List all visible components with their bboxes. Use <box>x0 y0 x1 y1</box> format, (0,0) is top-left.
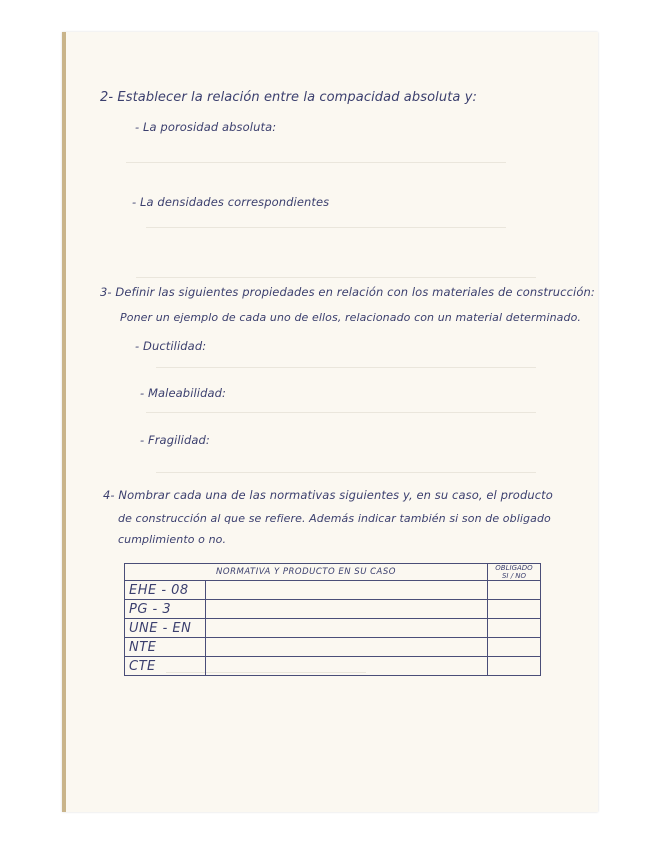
header-standard-product: NORMATIVA Y PRODUCTO EN SU CASO <box>125 564 488 581</box>
mandatory-cell <box>488 600 541 619</box>
product-cell <box>206 638 488 657</box>
mandatory-cell <box>488 638 541 657</box>
standard-name: EHE - 08 <box>125 581 206 600</box>
notebook-page <box>62 32 598 812</box>
mandatory-cell <box>488 657 541 676</box>
table-row <box>125 638 541 657</box>
mandatory-cell <box>488 581 541 600</box>
question-4-line-1: 4- Nombrar cada una de las normativas siguientes y, en su caso, el producto <box>103 488 553 502</box>
standard-name: CTE <box>125 657 206 676</box>
question-3-line-1: 3- Definir las siguientes propiedades en relación con los materiales de construcción: <box>100 285 595 299</box>
question-3-item-ductility: - Ductilidad: <box>135 339 207 353</box>
question-3-item-fragility: - Fragilidad: <box>140 433 210 447</box>
standard-name: PG - 3 <box>125 600 206 619</box>
header-mandatory-line-2: SI / NO <box>501 572 527 580</box>
standard-name: UNE - EN <box>125 619 206 638</box>
table-row <box>125 657 541 676</box>
mandatory-cell <box>488 619 541 638</box>
header-mandatory <box>488 564 541 581</box>
question-2-item-densities: - La densidades correspondientes <box>132 195 330 209</box>
table-row <box>125 581 541 600</box>
product-cell <box>206 581 488 600</box>
table-header-row <box>125 564 541 581</box>
standard-name: NTE <box>125 638 206 657</box>
header-mandatory-line-1: OBLIGADO <box>495 564 533 572</box>
question-4-line-3: cumplimiento o no. <box>118 533 227 546</box>
product-cell <box>206 619 488 638</box>
question-4-line-2: de construcción al que se refiere. Además indicar también si son de obligado <box>118 512 551 525</box>
table-row <box>125 600 541 619</box>
question-2-item-porosity: - La porosidad absoluta: <box>135 120 277 134</box>
question-2-title: 2- Establecer la relación entre la compacidad absoluta y: <box>100 90 477 105</box>
table-row <box>125 619 541 638</box>
product-cell <box>206 657 488 676</box>
question-3-line-2: Poner un ejemplo de cada uno de ellos, relacionado con un material determinado. <box>120 311 582 324</box>
question-3-item-malleability: - Maleabilidad: <box>140 386 226 400</box>
standards-table <box>124 563 541 676</box>
product-cell <box>206 600 488 619</box>
